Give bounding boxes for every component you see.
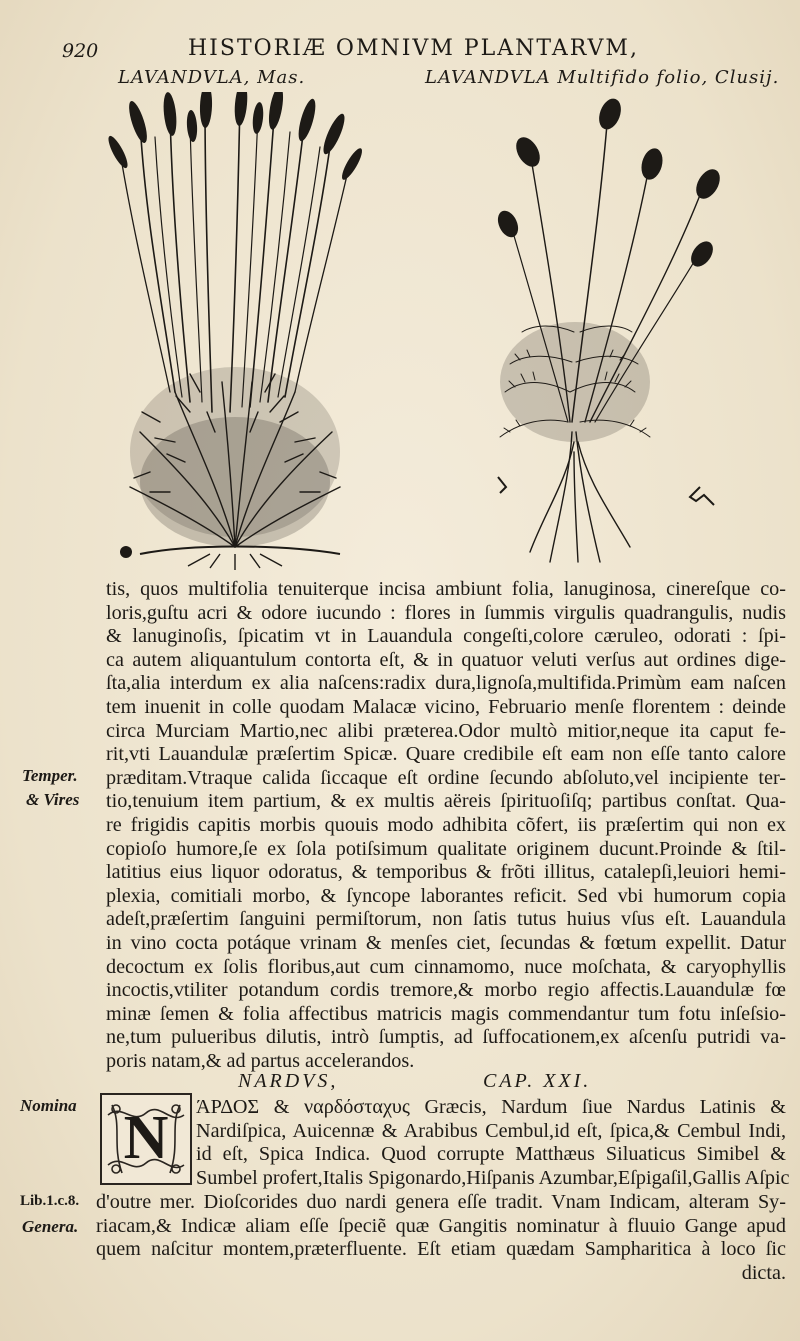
lavandula-description (106, 578, 786, 1073)
text-line: dicta. (741, 1261, 786, 1284)
text-line: ſta,alia interdum ex alia naſcens:radix dura,lignoſa,multifida.Primùm eam naſcen (106, 672, 786, 695)
text-line: in vino cocta potáque vrinam & menſes ciet, ſecundas & fœtum expellit. Datur (106, 931, 786, 954)
lavandula-multifido-illustration (490, 92, 730, 572)
text-line: & lanuginoſis, ſpicatim vt in Lauandula congeſti,colore cæruleo, odorati : ſpi- (106, 625, 786, 648)
figure-caption-left: LAVANDVLA, Mas. (118, 67, 306, 88)
text-line: tis, quos multifolia tenuiterque incisa ambiunt folia, lanuginosa, cinereſque co- (106, 578, 786, 600)
margin-note-lib: Lib.1.c.8. (20, 1193, 80, 1209)
running-head: HISTORIÆ OMNIVM PLANTARVM, (188, 36, 639, 61)
text-line: ne,tum pulueribus dilutis, intrò ſumptis, ad ſuffocationem,ex aſcenſu putridi va- (106, 1026, 786, 1049)
margin-note-genera: Genera. (22, 1217, 79, 1236)
text-line: plexia, comitiali morbo, & ſyncope laborantes reficit. Sed vbi humorum copia (106, 884, 786, 907)
text-line: rit,vti Lauandulæ præſertim Spicæ. Quare credibile eſt eam non eſſe tanto calore (106, 743, 786, 766)
text-line: præditam.Vtraque calida ſiccaque eſt ordine ſecundo abſoluto,vel incipiente ter- (106, 766, 786, 789)
nardus-continuation (96, 1191, 786, 1285)
text-line: ΆΡΔΟΣ & ναρδόσταχυς Græcis, Nardum ſiue Nardus Latinis & (196, 1096, 786, 1118)
text-line: tio,tenuium item partium, & ex multis aëreis ſpirituoſiſq; partibus conſtat. Qua- (106, 790, 786, 813)
folio-number: 920 (62, 40, 99, 62)
text-line: loris,guſtu acri & odore iucundo : flores in ſummis virgulis quadrangulis, nudis (106, 601, 786, 624)
text-line: id eſt, Spica Indica. Quod corrupte Matthæus Siluaticus Simibel & (196, 1143, 786, 1166)
text-line: Sumbel profert,Italis Spigonardo,Hiſpanis Azumbar,Eſpigaſil,Gallis Aſpic (196, 1166, 790, 1189)
text-line: d'outre mer. Dioſcorides duo nardi genera eſſe tradit. Vnam Indicam, alteram Sy- (96, 1191, 786, 1213)
text-line: incoctis,vtiliter potandum cordis tremore,& morbo regio affectis.Lauandulæ fœ (106, 979, 786, 1002)
text-line: circa Murciam Martio,nec alibi præterea.Odor multò mitior,neque ita caput fe- (106, 719, 786, 742)
text-line: poris natam,& ad partus accelerandos. (106, 1049, 415, 1072)
text-line: tem inuenit in colle quodam Malacæ vicino, Februario menſe florentem : deinde (106, 695, 786, 718)
text-line: minæ ſemen & folia affectibus matricis magis commendantur tum fotu inſeſsio- (106, 1002, 786, 1025)
text-line: re frigidis capitis morbis quouis modo adhibita cõfert, iis præſertim qui non ex (106, 813, 786, 836)
text-line: quem naſcitur montem,præterfluente. Eſt etiam quædam Sampharitica à loco ſic (96, 1238, 786, 1261)
text-line: copioſo humore,ſe ex ſola potiſsimum qualitate originem ducunt.Proinde & ſtil- (106, 837, 786, 860)
figure-caption-right: LAVANDVLA Multifido folio, Clusij. (425, 67, 780, 88)
text-line: ca autem aliquantulum contorta eſt, & in quatuor veluti verſus aut ordines dige- (106, 648, 786, 671)
margin-note-nomina: Nomina (20, 1096, 77, 1115)
text-line: adeſt,præſertim ſanguini permiſtorum, non ſatis tutus huius vſus eſt. Lauandula (106, 908, 786, 931)
text-line: riacam,& Indicæ aliam eſſe ſpeciẽ quæ Gangitis nominatur à fluuio Gange apud (96, 1214, 786, 1237)
chapter-title: NARDVS, (238, 1070, 339, 1092)
initial-letter: N (123, 1104, 169, 1172)
text-line: decoctum ex ſolis floribus,aut cum cinnamomo, nuce moſchata, & caryophyllis (106, 955, 786, 978)
decorated-initial (100, 1093, 192, 1185)
margin-note-vires: & Vires (26, 790, 80, 809)
text-line: Nardiſpica, Auicennæ & Arabibus Cembul,id eſt, ſpica,& Cembul Indi, (196, 1119, 786, 1142)
margin-note-temper: Temper. (22, 766, 78, 785)
lavandula-mas-illustration (100, 92, 370, 574)
chapter-number: CAP. XXI. (483, 1070, 592, 1092)
nardus-intro (196, 1096, 790, 1190)
text-line: latitius eius liquor odoratus, & temporibus & frõti illitus, catalepſi,leuiori hemi- (106, 861, 786, 884)
